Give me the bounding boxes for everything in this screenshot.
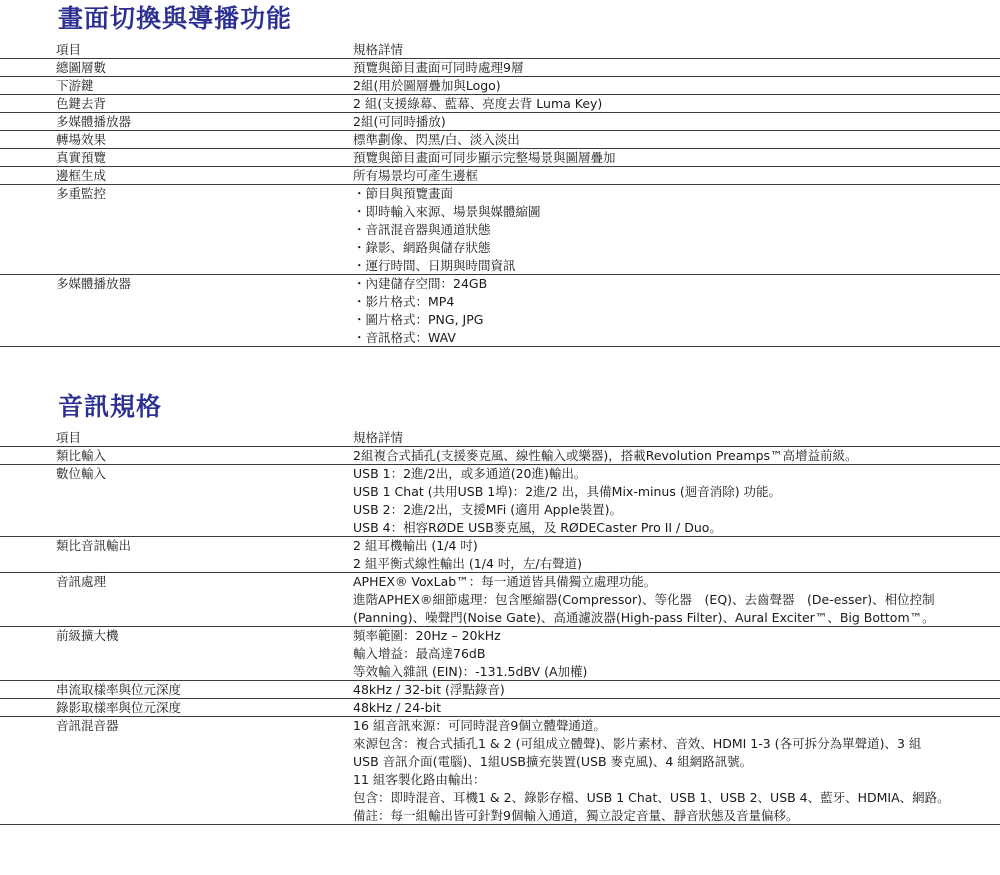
detail-line: 預覽與節目畫面可同時處理9層: [353, 60, 524, 75]
row-detail: [353, 447, 993, 465]
detail-line: USB 2：2進/2出，支援MFi (適用 Apple裝置)。: [353, 502, 623, 517]
detail-line: 11 組客製化路由輸出：: [353, 772, 486, 787]
table-row: [0, 537, 1000, 573]
row-item-label: 多媒體播放器: [56, 114, 132, 129]
row-detail: [353, 113, 993, 131]
row-item-label: 多重監控: [56, 186, 107, 201]
detail-line: 48kHz / 32-bit (浮點錄音): [353, 682, 505, 697]
detail-line: 所有場景均可產生邊框: [353, 168, 479, 183]
column-header-item: 項目: [56, 42, 82, 57]
table-row: [0, 681, 1000, 699]
row-detail: [353, 131, 993, 149]
table-row: [0, 447, 1000, 465]
row-item-label: 數位輸入: [56, 466, 107, 481]
detail-line: ・即時輸入來源、場景與媒體縮圖: [353, 204, 541, 219]
section-title: 音訊規格: [58, 392, 163, 421]
detail-line: USB 1：2進/2出，或多通道(20進)輸出。: [353, 466, 587, 481]
row-item-label: 色鍵去背: [56, 96, 107, 111]
row-detail: [353, 167, 993, 185]
detail-line: ・音訊格式：WAV: [353, 330, 456, 345]
row-detail: [353, 573, 993, 627]
column-header-detail: 規格詳情: [353, 430, 404, 445]
row-detail: [353, 95, 993, 113]
table-row: [0, 717, 1000, 825]
detail-line: 頻率範圍：20Hz – 20kHz: [353, 628, 501, 643]
table-row: [0, 149, 1000, 167]
row-detail: [353, 77, 993, 95]
column-header-item: 項目: [56, 430, 82, 445]
table-row: [0, 59, 1000, 77]
detail-line: 2 組耳機輸出 (1/4 吋): [353, 538, 478, 553]
detail-line: USB 1 Chat (共用USB 1埠)：2進/2 出，具備Mix-minus (迴音消除) 功能。: [353, 484, 782, 499]
detail-line: 標準劃像、閃黑/白、淡入淡出: [353, 132, 520, 147]
row-item-label: 總圖層數: [56, 60, 107, 75]
detail-line: 預覽與節目畫面可同步顯示完整場景與圖層疊加: [353, 150, 616, 165]
row-detail: [353, 717, 993, 825]
detail-line: 2組(用於圖層疊加與Logo): [353, 78, 501, 93]
detail-line: ・運行時間、日期與時間資訊: [353, 258, 516, 273]
row-item-label: 多媒體播放器: [56, 276, 132, 291]
detail-line: APHEX® VoxLab™：每一通道皆具備獨立處理功能。: [353, 574, 657, 589]
row-item-label: 類比音訊輸出: [56, 538, 132, 553]
row-item-label: 音訊處理: [56, 574, 107, 589]
row-detail: [353, 465, 993, 537]
table-row: [0, 185, 1000, 275]
table-row: [0, 465, 1000, 537]
row-detail: [353, 627, 993, 681]
column-header-detail: 規格詳情: [353, 42, 404, 57]
row-item-label: 串流取樣率與位元深度: [56, 682, 182, 697]
detail-line: 16 組音訊來源：可同時混音9個立體聲通道。: [353, 718, 606, 733]
table-row: [0, 699, 1000, 717]
row-item-label: 錄影取樣率與位元深度: [56, 700, 182, 715]
detail-line: 2組(可同時播放): [353, 114, 446, 129]
table-row: [0, 573, 1000, 627]
table-row: [0, 131, 1000, 149]
row-item-label: 轉場效果: [56, 132, 107, 147]
detail-line: ・影片格式：MP4: [353, 294, 455, 309]
row-detail: [353, 59, 993, 77]
row-detail: [353, 185, 993, 275]
detail-line: ・節目與預覽畫面: [353, 186, 454, 201]
detail-line: 來源包含：複合式插孔1 & 2 (可組成立體聲)、影片素材、音效、HDMI 1-3 (各可拆分為單聲道)、3 組: [353, 736, 922, 751]
row-detail: [353, 149, 993, 167]
detail-line: 輸入增益：最高達76dB: [353, 646, 486, 661]
row-item-label: 前級擴大機: [56, 628, 119, 643]
detail-line: (Panning)、噪聲門(Noise Gate)、高通濾波器(High-pass Filter)、Aural Exciter™、Big Bottom™。: [353, 610, 935, 625]
detail-line: 進階APHEX®細節處理：包含壓縮器(Compressor)、等化器 (EQ)、去齒聲器 (De-esser)、相位控制: [353, 592, 935, 607]
row-detail: [353, 275, 993, 347]
row-detail: [353, 537, 993, 573]
row-item-label: 音訊混音器: [56, 718, 119, 733]
detail-line: 包含：即時混音、耳機1 & 2、錄影存檔、USB 1 Chat、USB 1、USB 2、USB 4、藍牙、HDMIA、網路。: [353, 790, 950, 805]
row-item-label: 類比輸入: [56, 448, 107, 463]
detail-line: ・內建儲存空間：24GB: [353, 276, 488, 291]
row-item-label: 下游鍵: [56, 78, 94, 93]
detail-line: USB 音訊介面(電腦)、1組USB擴充裝置(USB 麥克風)、4 組網路訊號。: [353, 754, 753, 769]
detail-line: ・音訊混音器與通道狀態: [353, 222, 491, 237]
detail-line: 備註：每一組輸出皆可針對9個輸入通道，獨立設定音量、靜音狀態及音量偏移。: [353, 808, 799, 823]
table-header-row: [0, 41, 1000, 59]
table-row: [0, 627, 1000, 681]
table-row: [0, 77, 1000, 95]
detail-line: 2 組平衡式線性輸出 (1/4 吋，左/右聲道): [353, 556, 582, 571]
row-detail: [353, 699, 993, 717]
row-detail: [353, 681, 993, 699]
table-row: [0, 167, 1000, 185]
table-header-row: [0, 429, 1000, 447]
detail-line: USB 4：相容RØDE USB麥克風，及 RØDECaster Pro II / Duo。: [353, 520, 722, 535]
table-row: [0, 275, 1000, 347]
detail-line: 2 組(支援綠幕、藍幕、亮度去背 Luma Key): [353, 96, 603, 111]
detail-line: 48kHz / 24-bit: [353, 700, 441, 715]
detail-line: 等效輸入雜訊 (EIN)：-131.5dBV (A加權): [353, 664, 588, 679]
detail-line: 2組複合式插孔(支援麥克風、線性輸入或樂器)，搭載Revolution Preamps™高增益前級。: [353, 448, 858, 463]
table-row: [0, 113, 1000, 131]
detail-line: ・錄影、網路與儲存狀態: [353, 240, 491, 255]
row-item-label: 真實預覽: [56, 150, 107, 165]
section-title: 畫面切換與導播功能: [58, 4, 293, 33]
table-row: [0, 95, 1000, 113]
row-item-label: 邊框生成: [56, 168, 107, 183]
detail-line: ・圖片格式：PNG, JPG: [353, 312, 484, 327]
